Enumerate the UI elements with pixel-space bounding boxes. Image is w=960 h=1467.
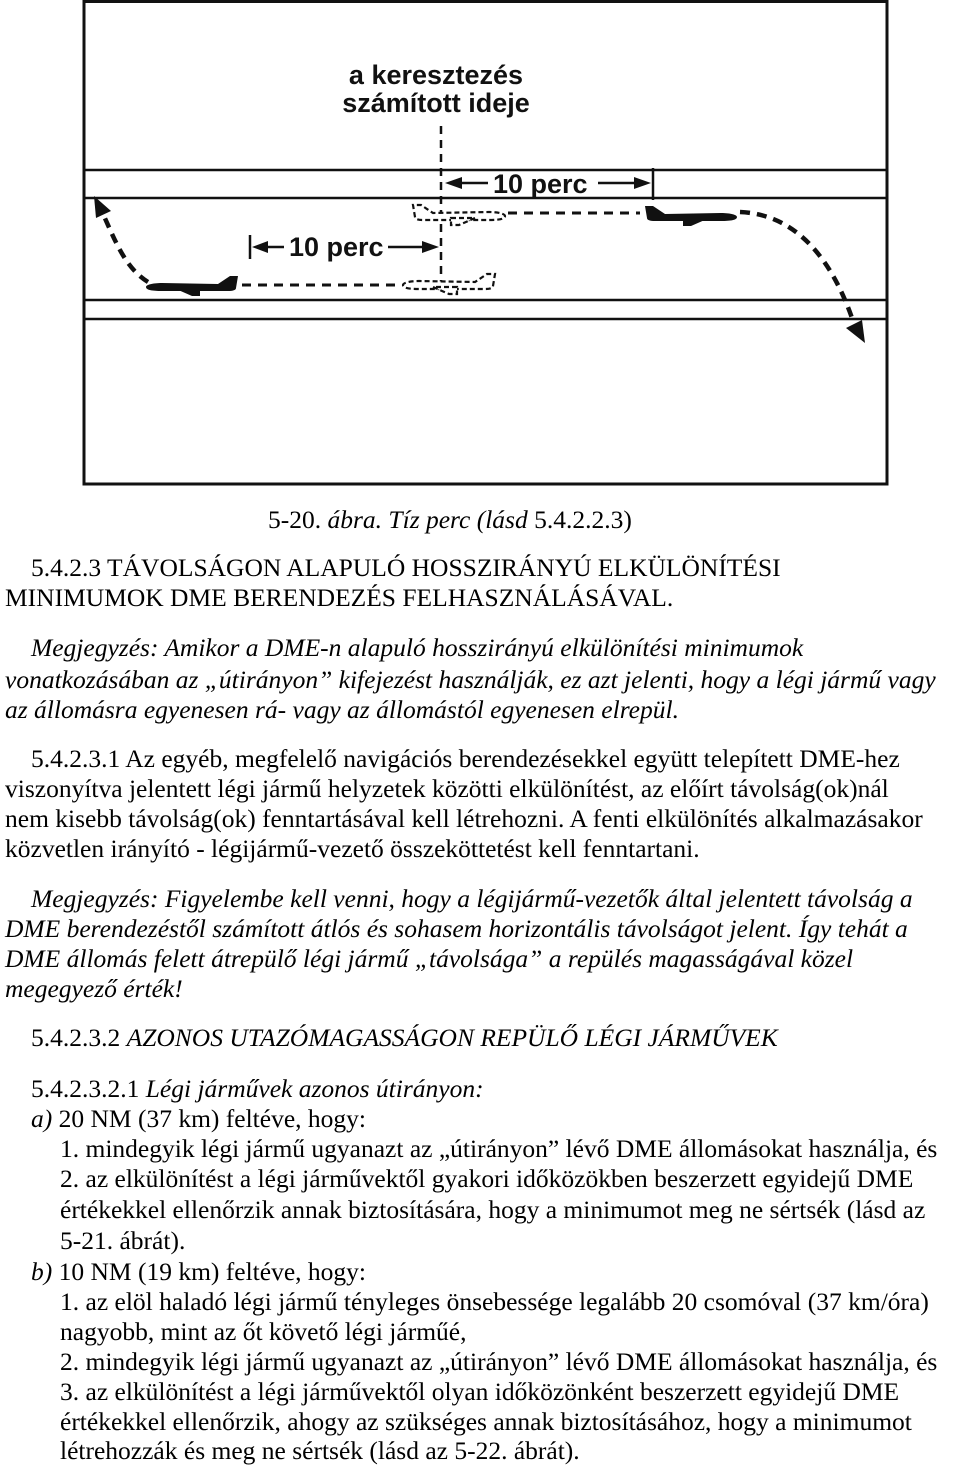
case-b-item-line: 3. az elkülönítést a légi járművektől olyan időközönként beszerzett egyidejű DME (60, 1377, 900, 1406)
crossing-time-label-line2: számított ideje (342, 88, 530, 118)
lower-aircraft-solid (146, 276, 238, 296)
paragraph-line: közvetlen irányító - légijármű-vezető összeköttetést kell fenntartani. (5, 834, 700, 863)
note-1-line: az állomásra egyenesen rá- vagy az állomástól egyenesen elrepül. (5, 695, 679, 724)
section-heading-line: MINIMUMOK DME BERENDEZÉS FELHASZNÁLÁSÁVAL. (5, 583, 674, 612)
upper-interval-arrowhead-right (634, 177, 651, 189)
note-2-line: megegyező érték! (5, 974, 183, 1003)
paragraph-line: nem kisebb távolság(ok) fenntartásával kell létrehozni. A fenti elkülönítés alkalmazásakor (5, 804, 923, 833)
upper-ghost-wing (451, 218, 475, 225)
figure-5-20-diagram (0, 0, 960, 490)
upper-interval-arrowhead-left (445, 177, 462, 189)
case-a-item-line: értékekkel ellenőrzik annak biztosítására, hogy a minimumot meg ne sértsék (lásd az (60, 1195, 926, 1224)
upper-aircraft-ghost (413, 205, 505, 225)
sub-subsection-heading (31, 1076, 484, 1102)
lower-aircraft-ghost (403, 274, 495, 294)
sub-subsection-number: 5.4.2.3.2.1 (31, 1074, 140, 1103)
section-heading-line: 5.4.2.3 TÁVOLSÁGON ALAPULÓ HOSSZIRÁNYÚ ELKÜLÖNÍTÉSI (31, 553, 781, 582)
upper-aircraft-wing (683, 219, 707, 226)
lower-interval-label: 10 perc (289, 232, 384, 262)
note-1-line: vonatkozásában az „útirányon” kifejezést használják, ez azt jelenti, hogy a légi jármű vagy (5, 665, 936, 694)
lower-aircraft-fuselage (146, 276, 238, 291)
note-2-line: DME berendezéstől számított átlós és sohasem horizontális távolságot jelent. Így tehát a (5, 914, 908, 943)
case-b-item-line: 2. mindegyik légi jármű ugyanazt az „útirányon” lévő DME állomásokat használja, és (60, 1347, 938, 1376)
caption-number: 5-20. (268, 505, 322, 534)
subsection-heading (31, 1025, 778, 1051)
case-b-item-line: nagyobb, mint az őt követő légi járműé, (60, 1317, 467, 1346)
case-a-item-line: 2. az elkülönítést a légi járművektől gyakori időközökben beszerzett egyidejű DME (60, 1164, 914, 1193)
left-climb-path (103, 214, 148, 282)
case-a-label: a) (31, 1104, 53, 1133)
upper-interval-label: 10 perc (493, 169, 588, 199)
figure-caption (268, 507, 632, 533)
lower-interval-arrowhead-right (422, 241, 439, 253)
note-2-line: DME állomás felett átrepülő légi jármű „távolsága” a repülés magasságával közel (5, 944, 854, 973)
subsection-number: 5.4.2.3.2 (31, 1023, 121, 1052)
paragraph-line: viszonyítva jelentett légi jármű helyzetek közötti elkülönítést, az előírt távolság(ok)nál (5, 774, 889, 803)
case-b-item-line: létrehozzák és meg ne sértsék (lásd az 5-22. ábrát). (60, 1436, 580, 1465)
case-b-heading (31, 1259, 366, 1285)
caption-reference: 5.4.2.2.3) (534, 505, 632, 534)
upper-aircraft-fuselage (645, 206, 737, 221)
case-a-heading (31, 1106, 366, 1132)
subsection-title: AZONOS UTAZÓMAGASSÁGON REPÜLŐ LÉGI JÁRMŰVEK (126, 1023, 778, 1052)
case-b-label: b) (31, 1257, 53, 1286)
lower-interval-arrowhead-left (252, 241, 268, 253)
note-2-line: Megjegyzés: Figyelembe kell venni, hogy a légijármű-vezetők által jelentett távolság a (31, 884, 913, 913)
lower-ghost-wing (433, 287, 457, 294)
right-descent-path (740, 212, 852, 318)
left-climb-arrowhead (94, 196, 111, 218)
note-1-line: Megjegyzés: Amikor a DME-n alapuló hosszirányú elkülönítési minimumok (31, 633, 804, 662)
upper-aircraft-solid (645, 206, 737, 226)
case-a-item-line: 1. mindegyik légi jármű ugyanazt az „útirányon” lévő DME állomásokat használja, és (60, 1134, 938, 1163)
caption-text: ábra. Tíz perc (lásd (327, 505, 528, 534)
case-a-item-line: 5-21. ábrát). (60, 1226, 186, 1255)
paragraph-line: 5.4.2.3.1 Az egyéb, megfelelő navigációs berendezésekkel együtt telepített DME-hez (31, 744, 900, 773)
right-descent-arrowhead (846, 320, 865, 343)
crossing-time-label-line1: a keresztezés (348, 60, 524, 90)
sub-subsection-title: Légi járművek azonos útirányon: (145, 1074, 484, 1103)
case-b-text: 10 NM (19 km) feltéve, hogy: (58, 1257, 366, 1286)
case-a-text: 20 NM (37 km) feltéve, hogy: (58, 1104, 366, 1133)
lower-aircraft-wing (176, 289, 200, 296)
case-b-item-line: 1. az elöl haladó légi jármű tényleges önsebessége legalább 20 csomóval (37 km/óra) (60, 1287, 929, 1316)
case-b-item-line: értékekkel ellenőrzik, ahogy az szükséges annak biztosításához, hogy a minimumot (60, 1407, 912, 1436)
